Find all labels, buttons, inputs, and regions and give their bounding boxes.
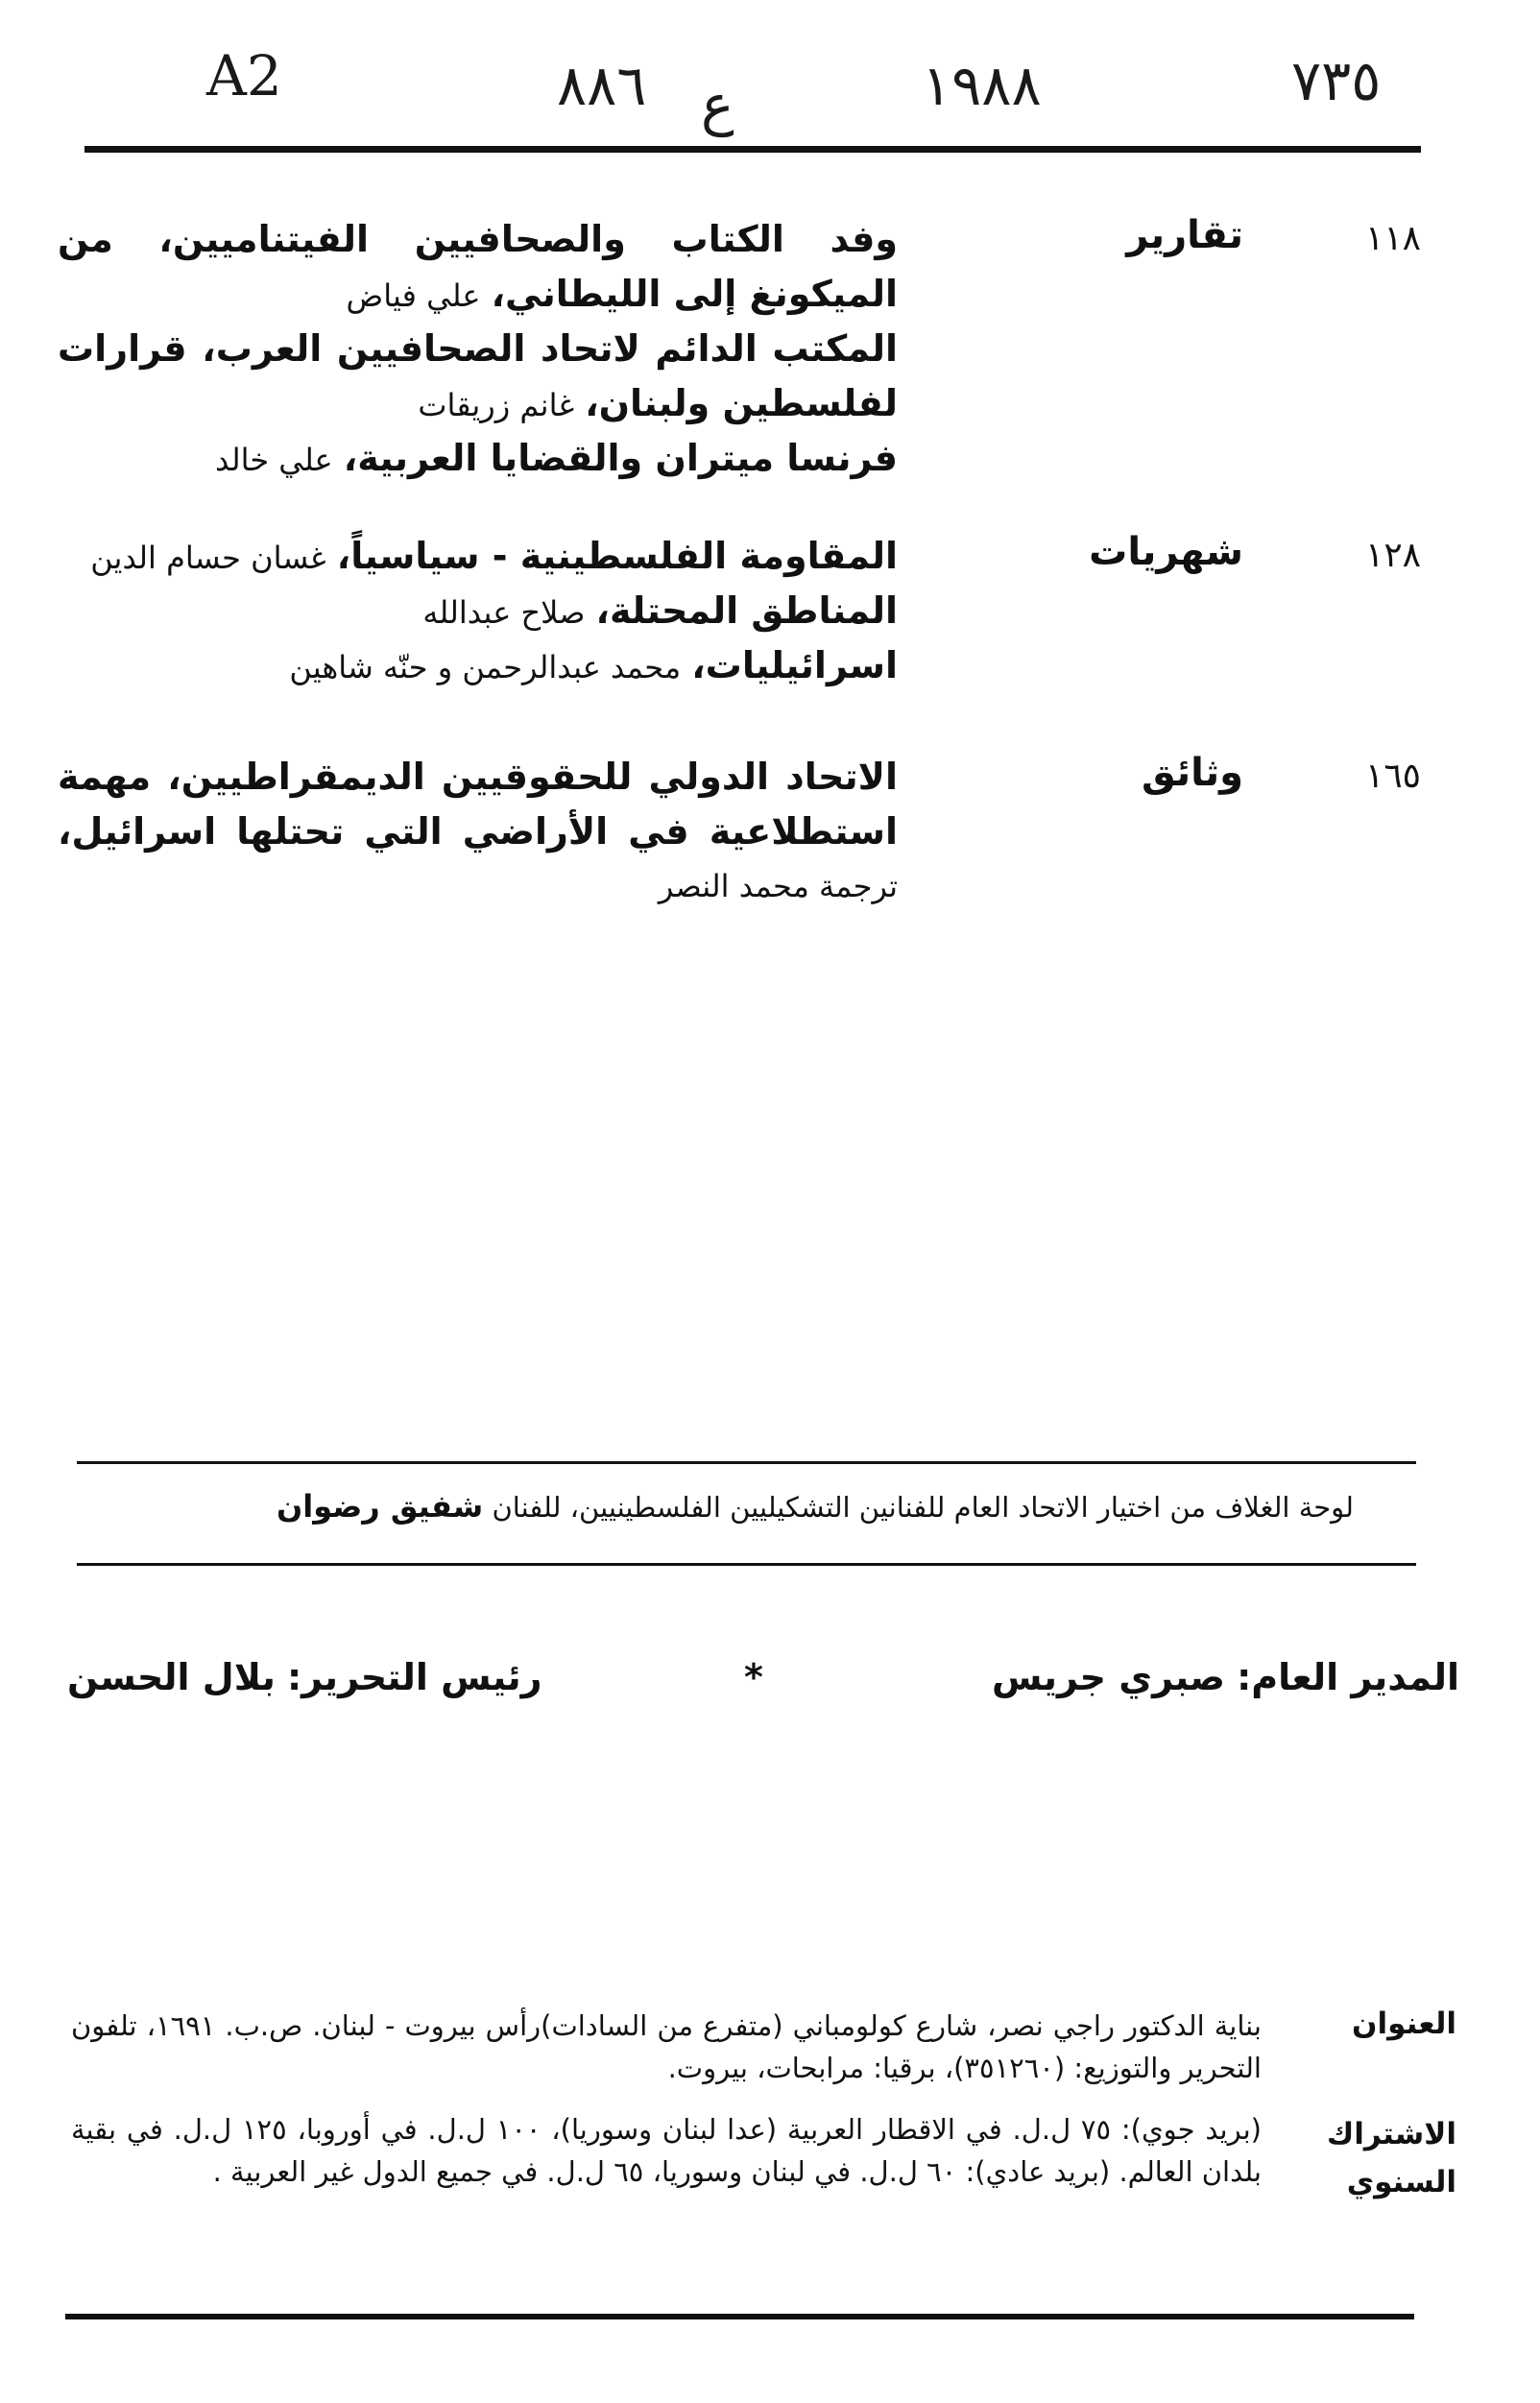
header-rule bbox=[84, 146, 1421, 153]
toc-section-title: وثائق bbox=[1142, 751, 1243, 795]
director-label: المدير العام: bbox=[1237, 1656, 1459, 1698]
entry-title: الاتحاد الدولي للحقوقيين الديمقراطيين، مهمة استطلاعية في الأراضي التي تحتلها اسرائيل، bbox=[58, 756, 898, 853]
editor-label: رئيس التحرير: bbox=[286, 1656, 542, 1698]
director-line bbox=[992, 1656, 1459, 1698]
toc-entry bbox=[58, 432, 898, 487]
entry-author: غانم زريقات bbox=[418, 387, 575, 423]
director-name: صبري جريس bbox=[992, 1656, 1225, 1698]
toc-section-title: شهريات bbox=[1089, 530, 1243, 574]
masthead-separator: * bbox=[744, 1656, 763, 1698]
toc-entry bbox=[58, 213, 898, 323]
footer-rule bbox=[65, 2314, 1414, 2319]
entry-title: وفد الكتاب والصحافيين الفيتناميين، من الميكونغ إلى الليطاني، bbox=[58, 218, 898, 315]
toc-entries bbox=[58, 530, 898, 694]
subscription-label bbox=[1322, 2110, 1456, 2206]
toc-entries bbox=[58, 751, 898, 913]
cover-note-text: لوحة الغلاف من اختيار الاتحاد العام للفنانين التشكيليين الفلسطينيين، للفنان bbox=[492, 1491, 1354, 1524]
toc-page-number: ١١٨ bbox=[1364, 219, 1421, 258]
toc-entry bbox=[58, 530, 898, 585]
handwritten-page-number: ٧٣٥ bbox=[1291, 48, 1382, 113]
editor-name: بلال الحسن bbox=[67, 1656, 276, 1698]
address-label: العنوان bbox=[1352, 2007, 1456, 2041]
handwritten-year: ١٩٨٨ bbox=[922, 53, 1042, 118]
entry-author: علي خالد bbox=[215, 442, 333, 478]
toc-entry bbox=[58, 751, 898, 913]
subscription-text: (بريد جوي): ٧٥ ل.ل. في الاقطار العربية (عدا لبنان وسوريا)، ١٠٠ ل.ل. في أوروبا، ١٢٥ ل.ل. في بقية بلدان العالم. (بريد عادي): ٦٠ ل.ل. في لبنان وسوريا، ٦٥ ل.ل. في جميع الدول غير العربية . bbox=[71, 2113, 1262, 2188]
cover-note-top-rule bbox=[77, 1461, 1416, 1464]
entry-title: اسرائيليات، bbox=[691, 644, 898, 686]
entry-author: صلاح عبدالله bbox=[422, 594, 586, 631]
toc-entries bbox=[58, 213, 898, 487]
subscription-label-line1: الاشتراك bbox=[1326, 2117, 1456, 2151]
cover-note-bottom-rule bbox=[77, 1563, 1416, 1566]
cover-artist-name: شفيق رضوان bbox=[276, 1488, 484, 1525]
toc-page-number: ١٦٥ bbox=[1364, 757, 1421, 796]
editor-line bbox=[67, 1656, 542, 1698]
cover-note bbox=[58, 1488, 1354, 1525]
entry-author: علي فياض bbox=[346, 277, 481, 314]
toc-entry bbox=[58, 585, 898, 639]
toc-page-number: ١٢٨ bbox=[1364, 536, 1421, 575]
entry-title: فرنسا ميتران والقضايا العربية، bbox=[343, 437, 898, 479]
address-text: بناية الدكتور راجي نصر، شارع كولومباني (متفرع من السادات)رأس بيروت - لبنان. ص.ب. ١٦٩١، تلفون التحرير والتوزيع: (٣٥١٢٦٠)، برقيا: مرابحات، بيروت. bbox=[71, 2009, 1262, 2084]
toc-entry bbox=[58, 639, 898, 694]
entry-title: المقاومة الفلسطينية - سياسياً، bbox=[336, 535, 898, 577]
subscription-label-line2: السنوي bbox=[1346, 2165, 1456, 2199]
entry-author: ترجمة محمد النصر bbox=[658, 868, 898, 904]
entry-author: محمد عبدالرحمن و حنّه شاهين bbox=[289, 649, 682, 685]
entry-title: المناطق المحتلة، bbox=[595, 589, 898, 632]
handwritten-note-a2: A2 bbox=[206, 43, 282, 108]
handwritten-number-1: ٨٨٦ bbox=[557, 53, 647, 118]
entry-author: غسان حسام الدين bbox=[90, 540, 326, 576]
entry-title: المكتب الدائم لاتحاد الصحافيين العرب، قرارات لفلسطين ولبنان، bbox=[58, 327, 898, 424]
toc-section-title: تقارير bbox=[1126, 213, 1243, 257]
handwritten-letter: ع bbox=[701, 72, 734, 137]
toc-entry bbox=[58, 323, 898, 432]
